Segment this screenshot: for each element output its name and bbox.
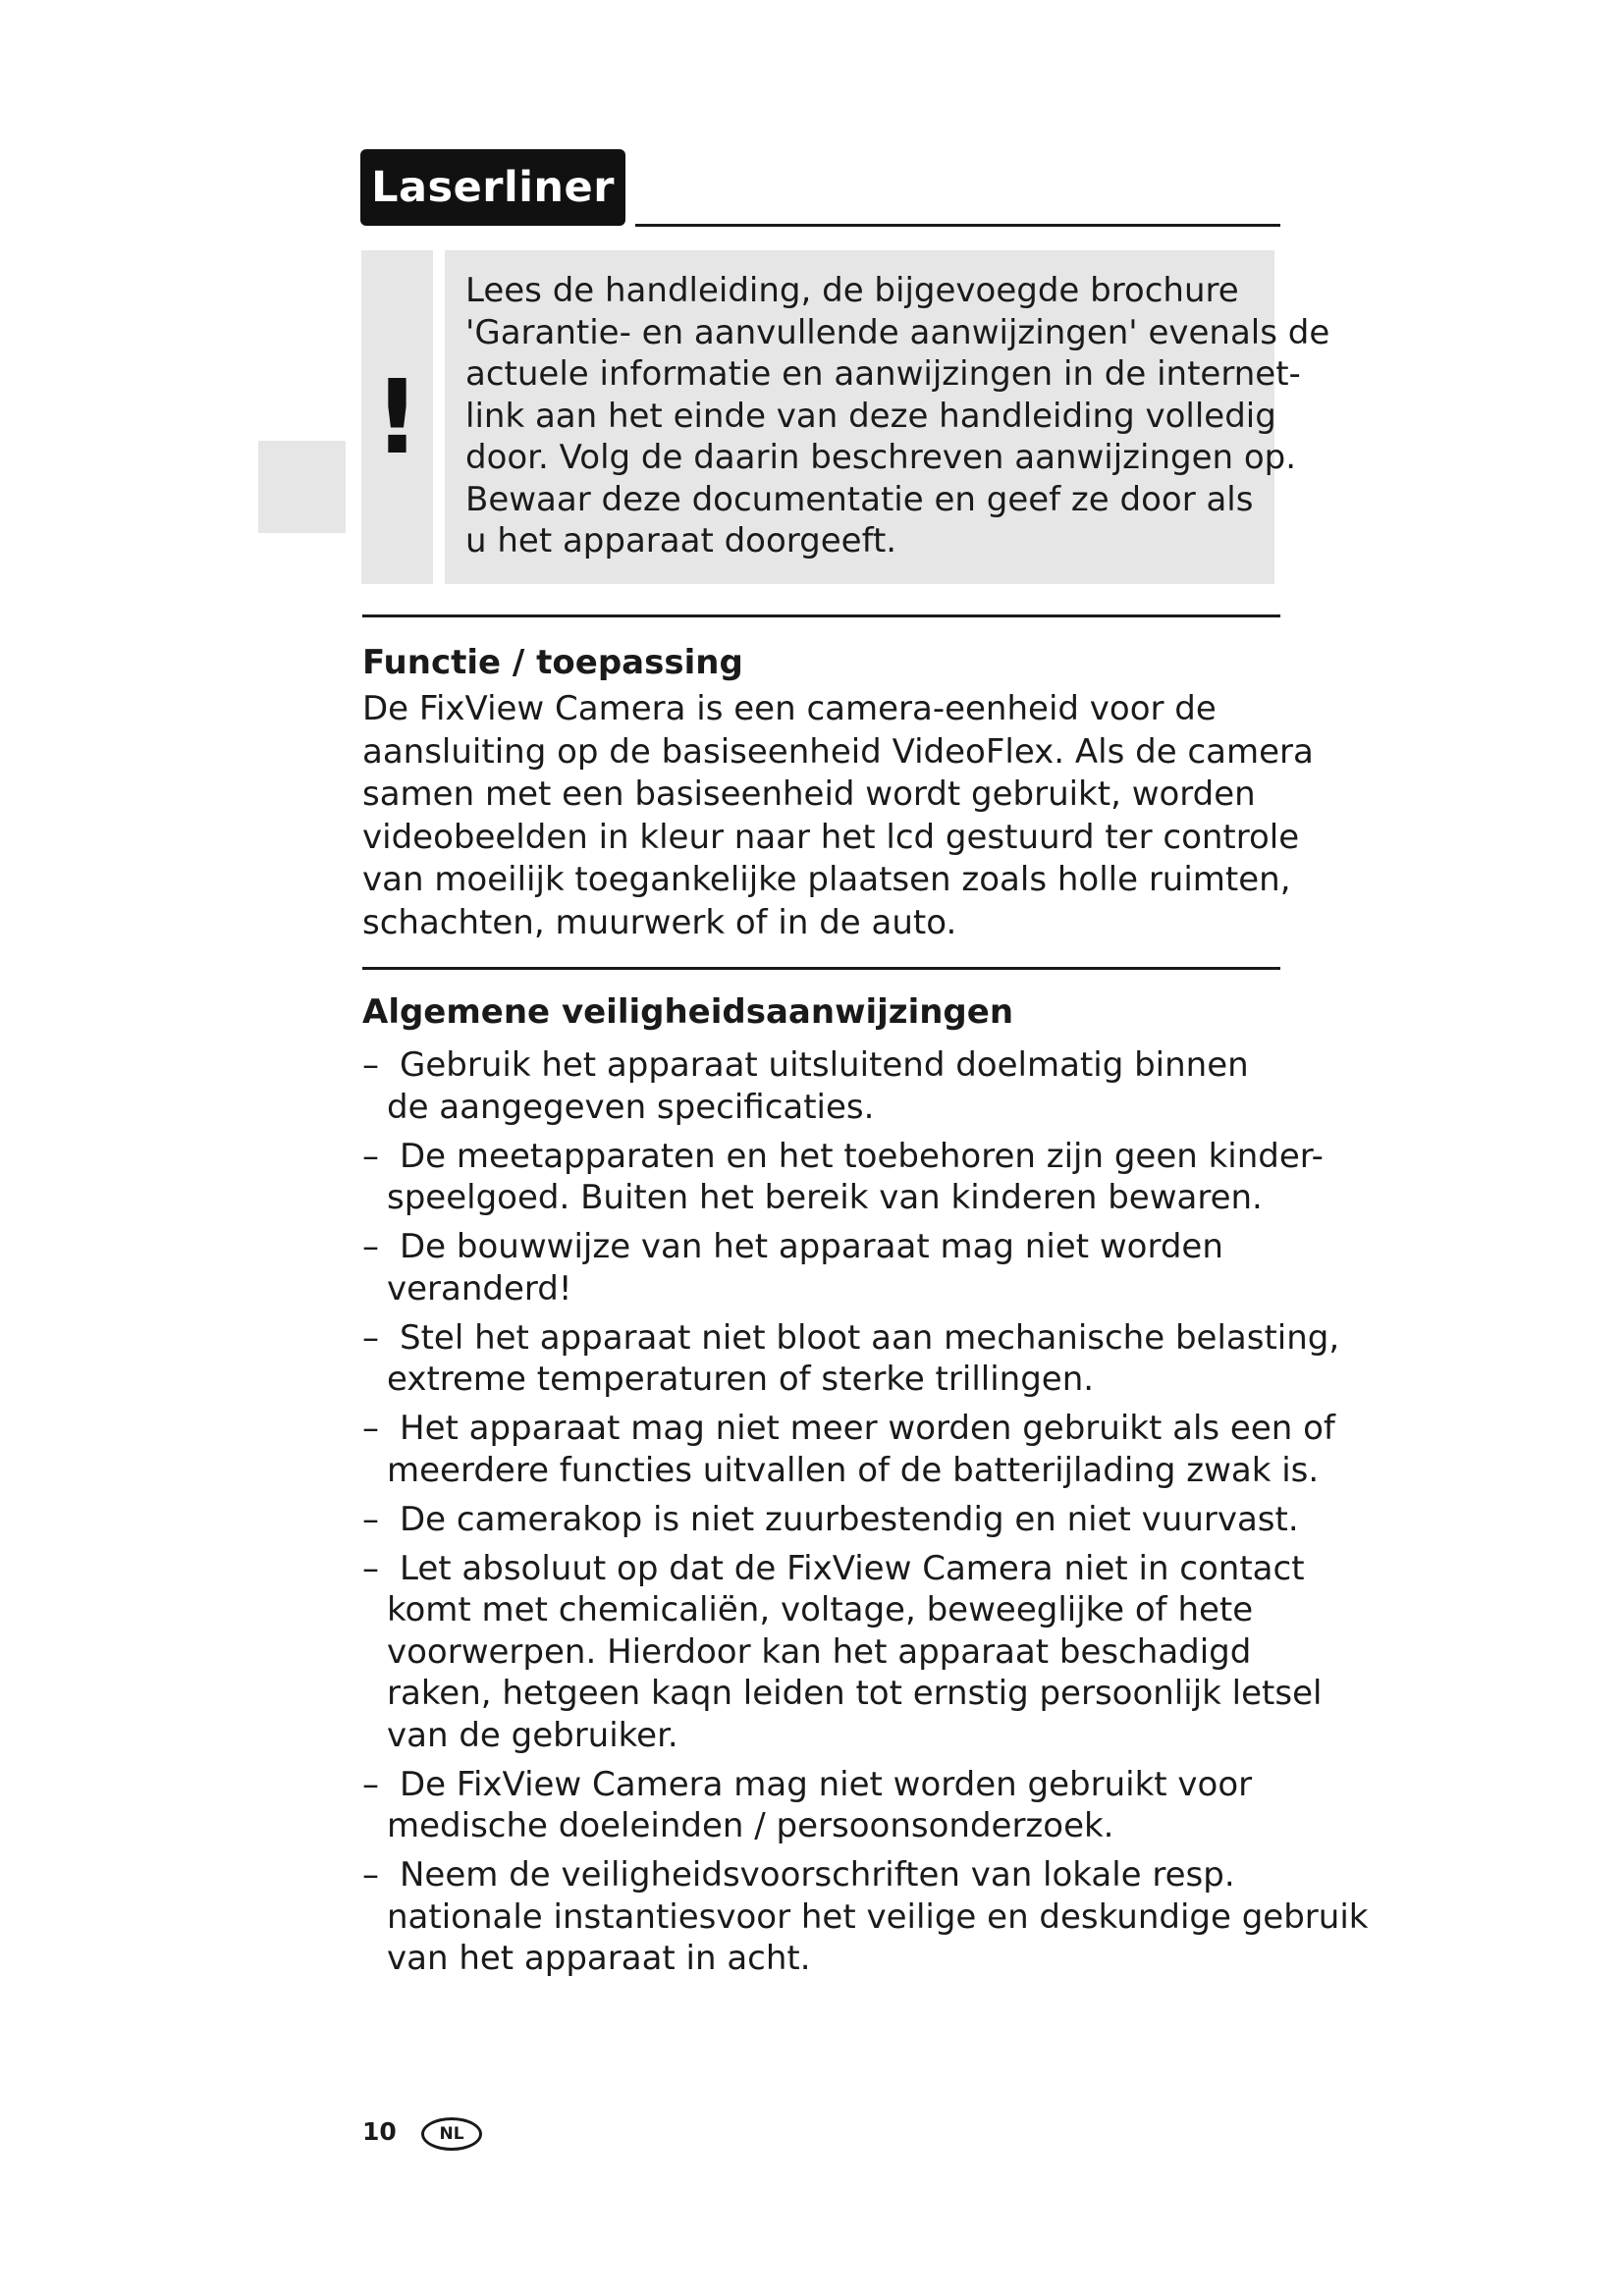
function-section bbox=[362, 643, 1314, 945]
safety-item-text: De bouwwijze van het apparaat mag niet worden bbox=[400, 1227, 1223, 1266]
dash-bullet-icon: – bbox=[362, 1548, 379, 1588]
safety-item-continuation: extreme temperaturen of sterke trillingen. bbox=[387, 1360, 1095, 1399]
safety-item-first-line bbox=[362, 1408, 1335, 1450]
dash-bullet-icon: – bbox=[362, 1317, 379, 1358]
safety-item bbox=[362, 1764, 1285, 1847]
safety-item-first-line bbox=[362, 1044, 1285, 1087]
function-text-line: videobeelden in kleur naar het lcd gestuurd ter controle bbox=[362, 817, 1300, 857]
dash-bullet-icon: – bbox=[362, 1855, 379, 1895]
safety-item bbox=[362, 1317, 1340, 1401]
safety-item-continuation: komt met chemicaliën, voltage, beweeglijke of hete bbox=[387, 1590, 1254, 1629]
notice-line: u het apparaat doorgeeft. bbox=[465, 521, 897, 561]
safety-item-continuation: meerdere functies uitvallen of de batterijlading zwak is. bbox=[387, 1450, 1320, 1490]
language-badge: NL bbox=[421, 2117, 482, 2151]
dash-bullet-icon: – bbox=[362, 1045, 379, 1085]
notice-line: actuele informatie en aanwijzingen in de internet- bbox=[465, 354, 1301, 394]
safety-item bbox=[362, 1226, 1285, 1309]
safety-item bbox=[362, 1136, 1324, 1219]
safety-item-text: De camerakop is niet zuurbestendig en niet vuurvast. bbox=[400, 1499, 1299, 1539]
dash-bullet-icon: – bbox=[362, 1499, 379, 1539]
safety-item-first-line bbox=[362, 1854, 1285, 1896]
safety-item-continuation: voorwerpen. Hierdoor kan het apparaat beschadigd bbox=[387, 1631, 1252, 1672]
safety-item-text: Stel het apparaat niet bloot aan mechanische belasting, bbox=[400, 1317, 1340, 1358]
safety-item-first-line bbox=[362, 1499, 1299, 1541]
notice-line: 'Garantie- en aanvullende aanwijzingen' evenals de bbox=[465, 312, 1330, 352]
notice-box bbox=[445, 250, 1330, 584]
safety-item-first-line bbox=[362, 1136, 1324, 1178]
safety-item bbox=[362, 1854, 1369, 1980]
function-text-line: schachten, muurwerk of in de auto. bbox=[362, 902, 957, 942]
exclamation-icon: ! bbox=[361, 250, 433, 584]
safety-item bbox=[362, 1548, 1323, 1757]
function-text-line: aansluiting op de basiseenheid VideoFlex. Als de camera bbox=[362, 731, 1314, 772]
safety-item-continuation: veranderd! bbox=[387, 1268, 572, 1308]
safety-item-continuation: speelgoed. Buiten het bereik van kinderen bewaren. bbox=[387, 1178, 1263, 1217]
safety-item-first-line bbox=[362, 1317, 1340, 1360]
safety-item-continuation: medische doeleinden / persoonsonderzoek. bbox=[387, 1806, 1114, 1845]
dash-bullet-icon: – bbox=[362, 1764, 379, 1804]
notice-line: door. Volg de daarin beschreven aanwijzingen op. bbox=[465, 438, 1297, 477]
notice-line: link aan het einde van deze handleiding volledig bbox=[465, 396, 1276, 436]
safety-item-text: Gebruik het apparaat uitsluitend doelmatig binnen bbox=[400, 1045, 1249, 1085]
function-heading: Functie / toepassing bbox=[362, 643, 743, 682]
notice-line: Bewaar deze documentatie en geef ze door als bbox=[465, 479, 1254, 519]
safety-list bbox=[362, 1044, 1369, 1980]
header-rule bbox=[635, 224, 1280, 227]
notice-line: Lees de handleiding, de bijgevoegde brochure bbox=[465, 271, 1239, 310]
safety-heading: Algemene veiligheidsaanwijzingen bbox=[362, 992, 1014, 1032]
safety-item-continuation: van de gebruiker. bbox=[387, 1715, 678, 1755]
safety-item bbox=[362, 1499, 1299, 1541]
safety-item-continuation: nationale instantiesvoor het veilige en deskundige gebruik bbox=[387, 1896, 1369, 1937]
safety-item bbox=[362, 1408, 1335, 1491]
section-divider bbox=[362, 967, 1280, 970]
function-text-line: De FixView Camera is een camera-eenheid voor de bbox=[362, 689, 1217, 728]
safety-item-first-line bbox=[362, 1226, 1285, 1268]
safety-item-text: De meetapparaten en het toebehoren zijn geen kinder- bbox=[400, 1136, 1324, 1176]
safety-item-continuation: de aangegeven specificaties. bbox=[387, 1087, 875, 1127]
safety-item-continuation: raken, hetgeen kaqn leiden tot ernstig persoonlijk letsel bbox=[387, 1674, 1323, 1713]
safety-item-continuation: van het apparaat in acht. bbox=[387, 1939, 811, 1978]
safety-item-text: De FixView Camera mag niet worden gebruikt voor bbox=[400, 1764, 1253, 1804]
laserliner-logo: Laserliner bbox=[360, 149, 625, 226]
function-text-line: samen met een basiseenheid wordt gebruikt, worden bbox=[362, 774, 1256, 815]
safety-item-first-line bbox=[362, 1548, 1305, 1590]
safety-item-text: Let absoluut op dat de FixView Camera niet in contact bbox=[400, 1548, 1305, 1588]
safety-section bbox=[362, 992, 1369, 1987]
safety-item-first-line bbox=[362, 1764, 1285, 1806]
safety-item bbox=[362, 1044, 1285, 1128]
function-text-line: van moeilijk toegankelijke plaatsen zoals holle ruimten, bbox=[362, 860, 1291, 900]
page-number: 10 bbox=[362, 2117, 397, 2146]
dash-bullet-icon: – bbox=[362, 1136, 379, 1176]
dash-bullet-icon: – bbox=[362, 1409, 379, 1448]
safety-item-text: Het apparaat mag niet meer worden gebruikt als een of bbox=[400, 1409, 1335, 1448]
dash-bullet-icon: – bbox=[362, 1227, 379, 1266]
safety-item-text: Neem de veiligheidsvoorschriften van lokale resp. bbox=[400, 1855, 1235, 1895]
section-divider bbox=[362, 614, 1280, 617]
side-tab-marker bbox=[258, 441, 346, 533]
